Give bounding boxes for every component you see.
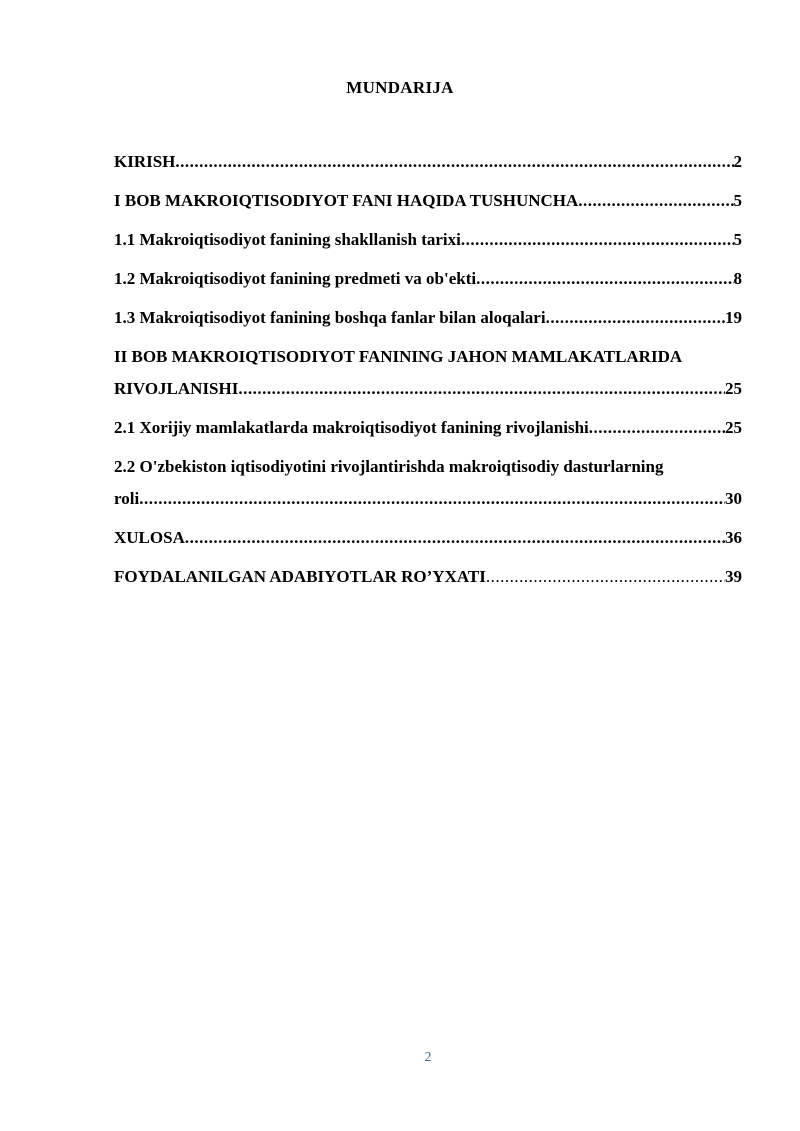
toc-entry-label: I BOB MAKROIQTISODIYOT FANI HAQIDA TUSHUNCHA xyxy=(114,191,579,210)
dot-leader xyxy=(578,189,733,212)
dot-leader xyxy=(238,377,725,400)
toc-entry-1-3[interactable] xyxy=(114,306,742,329)
page-title: MUNDARIJA xyxy=(346,78,454,97)
toc-entry-label-line2: RIVOJLANISHI xyxy=(114,379,239,398)
dot-leader xyxy=(461,228,734,251)
toc-page-number: 5 xyxy=(733,230,742,249)
toc-page-number: 8 xyxy=(733,269,742,288)
dot-leader xyxy=(185,526,725,549)
toc-entry-label: 1.3 Makroiqtisodiyot fanining boshqa fanlar bilan aloqalari xyxy=(114,308,546,327)
dot-leader xyxy=(476,267,733,290)
toc-page-number: 19 xyxy=(725,308,742,327)
toc-entry-2-2[interactable] xyxy=(114,455,742,510)
toc-entry-label: 1.2 Makroiqtisodiyot fanining predmeti va ob'ekti xyxy=(114,269,477,288)
toc-entry-chapter-2[interactable] xyxy=(114,345,742,400)
toc-page-number: 36 xyxy=(725,528,742,547)
toc-entry-1-2[interactable] xyxy=(114,267,742,290)
toc-entry-label: 1.1 Makroiqtisodiyot fanining shakllanish tarixi xyxy=(114,230,461,249)
toc-entry-label-line1: 2.2 O'zbekiston iqtisodiyotini rivojlantirishda makroiqtisodiy dasturlarning xyxy=(114,457,664,476)
toc-entry-label: XULOSA xyxy=(114,528,185,547)
toc-entry-xulosa[interactable] xyxy=(114,526,742,549)
dot-leader xyxy=(589,416,725,439)
toc-page-number: 25 xyxy=(725,379,742,398)
dot-leader xyxy=(546,306,725,329)
toc-entry-label-line2: roli xyxy=(114,489,140,508)
dot-leader xyxy=(139,487,725,510)
toc-entry-label: KIRISH xyxy=(114,152,176,171)
toc-page-number: 39 xyxy=(725,567,742,586)
toc-page-number: 30 xyxy=(725,489,742,508)
toc-entry-label: FOYDALANILGAN ADABIYOTLAR RO’YXATI xyxy=(114,567,486,586)
toc-entry-chapter-1[interactable] xyxy=(114,189,742,212)
toc-entry-1-1[interactable] xyxy=(114,228,742,251)
toc-entry-2-1[interactable] xyxy=(114,416,742,439)
footer-page-number: 2 xyxy=(424,1050,432,1065)
toc-page-number: 5 xyxy=(733,191,742,210)
toc-entry-label: 2.1 Xorijiy mamlakatlarda makroiqtisodiyot fanining rivojlanishi xyxy=(114,418,589,437)
toc-page-number: 25 xyxy=(725,418,742,437)
table-of-contents xyxy=(114,150,742,604)
toc-entry-references[interactable] xyxy=(114,565,742,588)
toc-page-number: 2 xyxy=(733,152,742,171)
dot-leader xyxy=(175,150,733,173)
toc-entry-kirish[interactable] xyxy=(114,150,742,173)
dot-leader xyxy=(486,565,725,588)
toc-entry-label-line1: II BOB MAKROIQTISODIYOT FANINING JAHON MAMLAKATLARIDA xyxy=(114,347,683,366)
